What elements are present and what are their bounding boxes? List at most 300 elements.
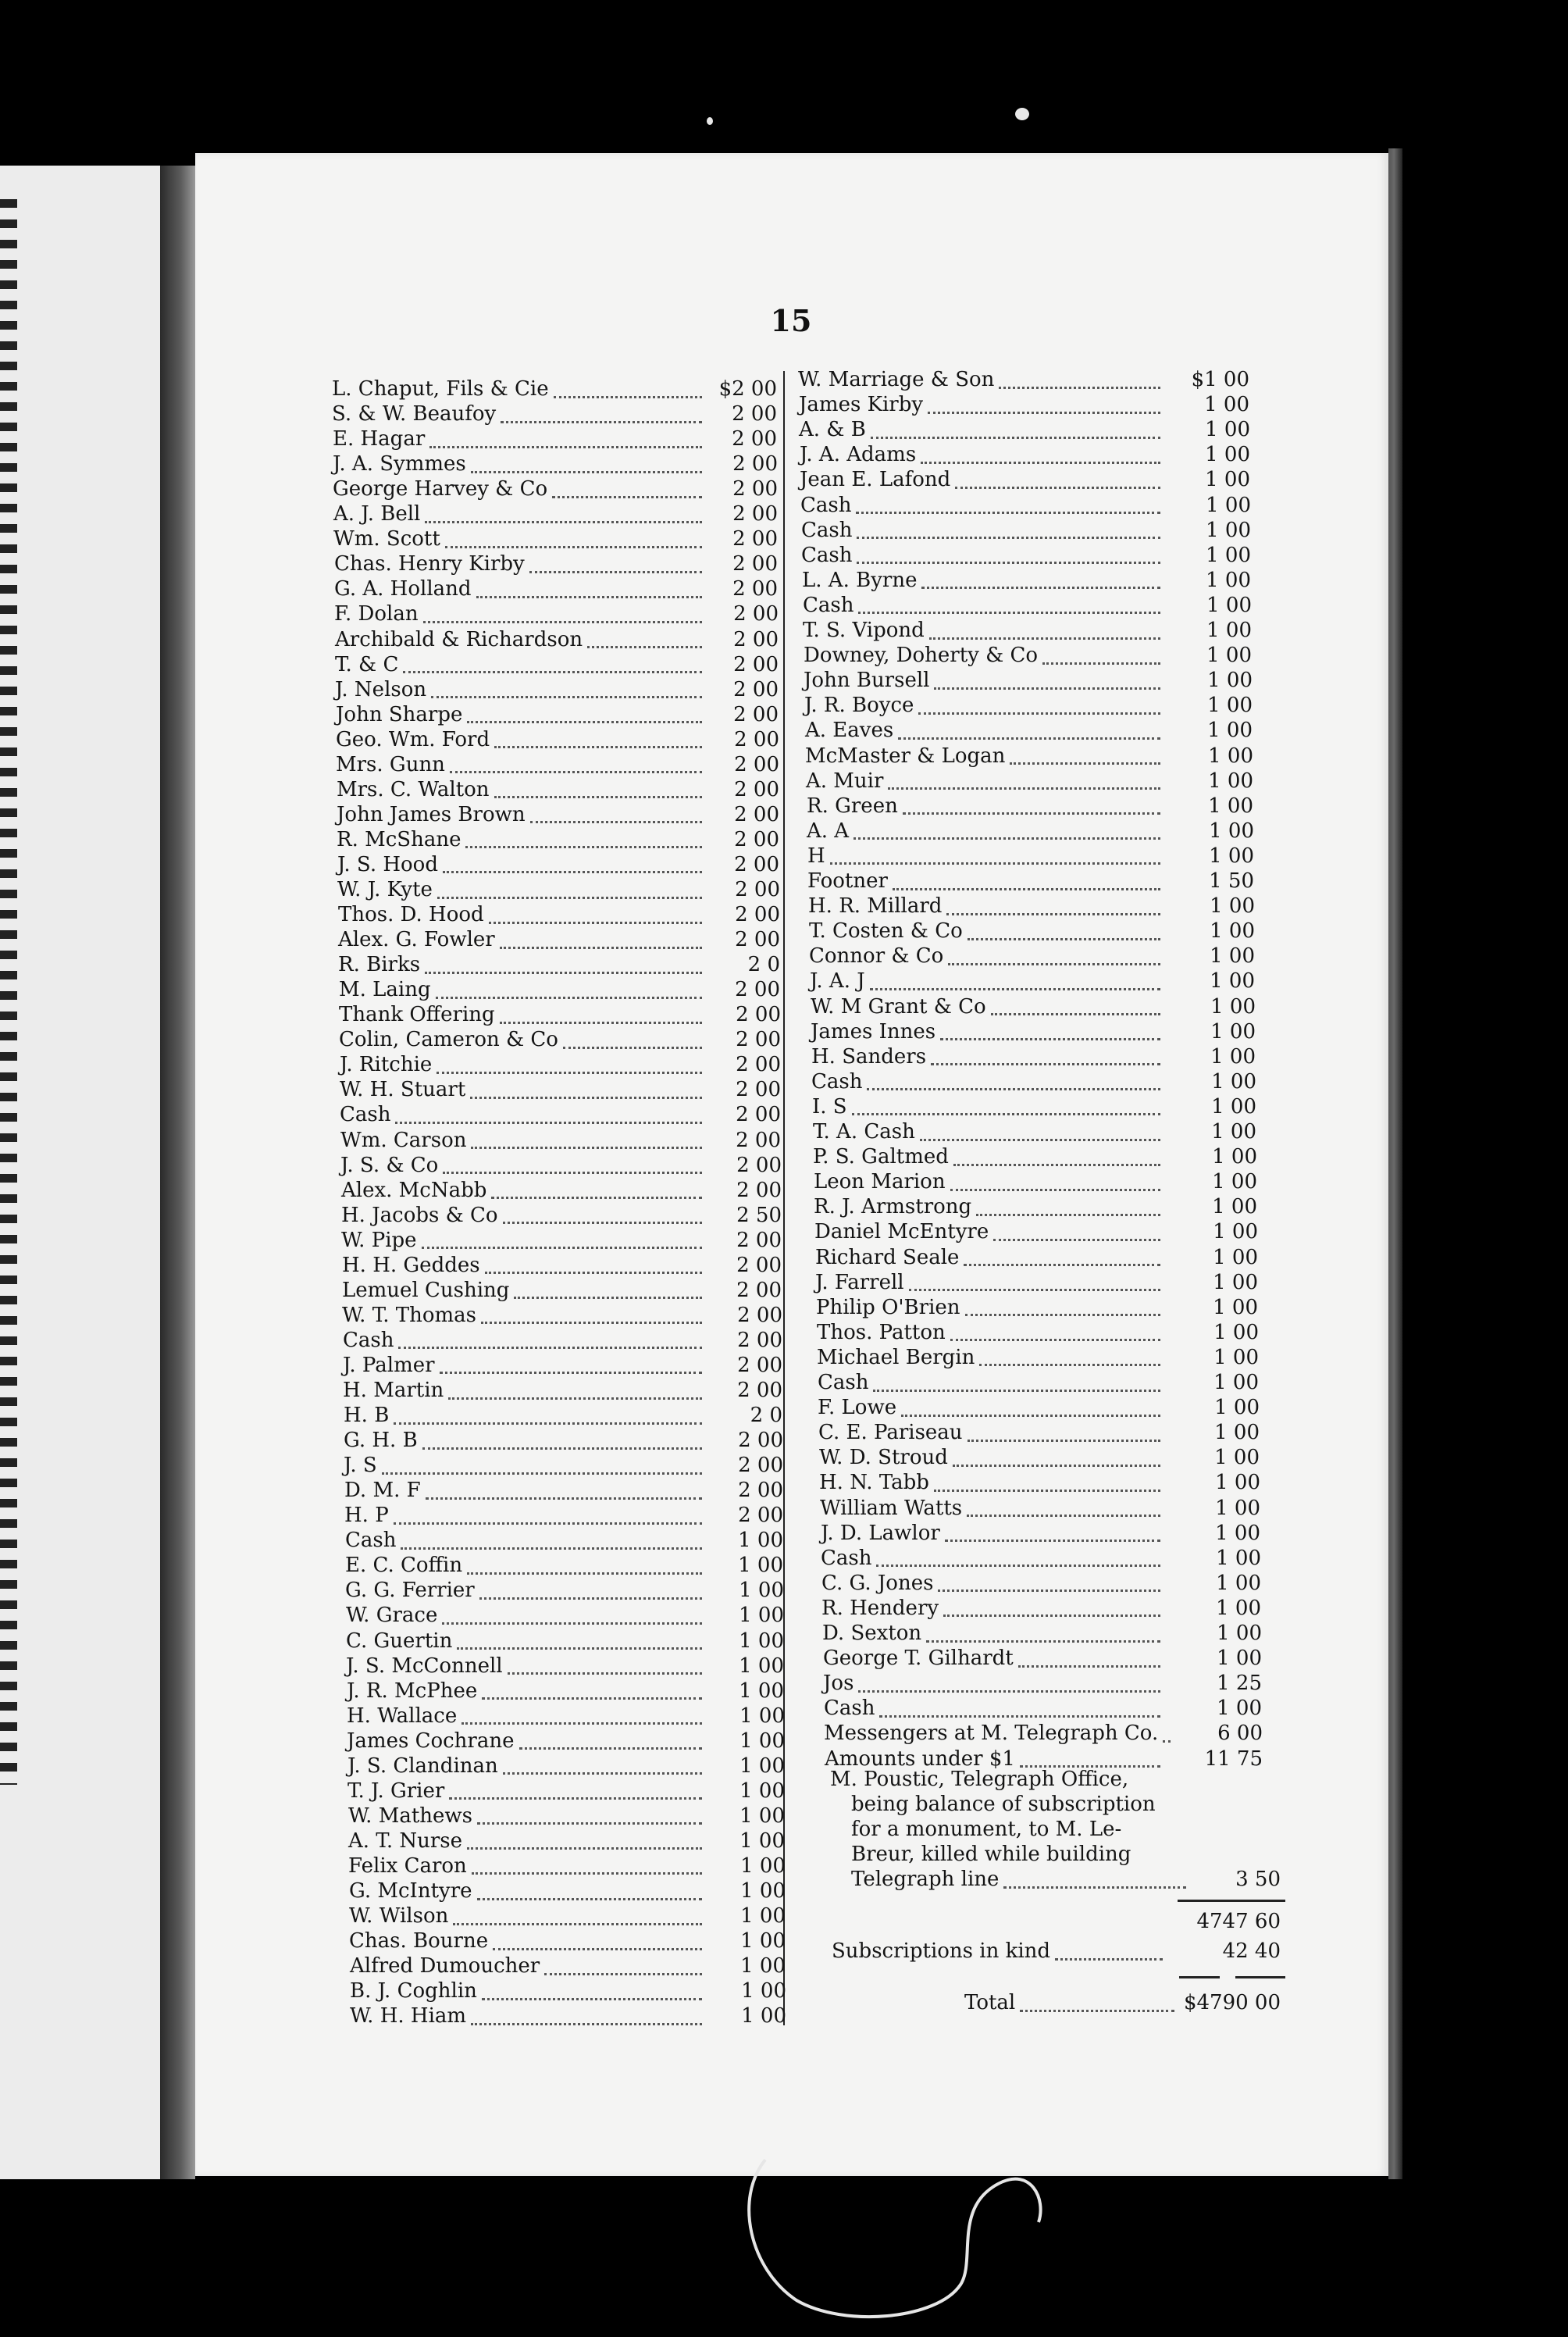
subscription-amount: 1 00	[739, 1804, 785, 1828]
subscription-row	[818, 1420, 1165, 1445]
dot-leader	[457, 1632, 702, 1650]
note-line: Telegraph line	[851, 1868, 1000, 1891]
dot-leader	[503, 1757, 702, 1775]
dot-leader	[443, 1156, 702, 1174]
subscriber-name: T. Costen & Co	[809, 919, 963, 944]
subscriber-name: John James Brown	[337, 802, 526, 826]
subscription-amount: 2 00	[738, 1454, 783, 1478]
subscription-row	[819, 1445, 1165, 1470]
subscription-row	[824, 1721, 1165, 1746]
dot-leader	[445, 530, 702, 548]
subscription-amount: 2 00	[734, 802, 779, 826]
subscriber-name: W. Marriage & Son	[798, 368, 995, 391]
subscription-row	[344, 1478, 707, 1503]
dot-leader	[494, 730, 702, 748]
subscription-amount: 2 00	[736, 1228, 782, 1252]
subscription-row	[350, 1953, 707, 1978]
subscription-amount: 1 00	[1207, 669, 1253, 693]
subscription-row	[824, 1696, 1165, 1721]
subscription-row	[814, 1219, 1165, 1244]
subscription-amount: 1 00	[1216, 1596, 1261, 1620]
subscription-row	[335, 652, 707, 677]
subscription-row	[344, 1403, 707, 1428]
subscription-amount: 2 00	[732, 477, 778, 501]
subscription-row	[341, 1203, 707, 1228]
subscription-row	[346, 1654, 707, 1679]
subscription-row	[819, 1470, 1165, 1495]
subscriber-name: T. S. Vipond	[803, 619, 925, 642]
subscription-amount: 2 00	[732, 452, 778, 476]
dot-leader	[931, 1047, 1160, 1065]
subscription-amount: 2 00	[738, 1504, 783, 1528]
subscriber-name: J. S. McConnell	[346, 1654, 503, 1678]
subscription-amount: $2 00	[718, 377, 777, 401]
dot-leader	[448, 1382, 702, 1400]
dot-leader	[482, 1682, 702, 1700]
subscription-amount: 2 00	[737, 1303, 782, 1327]
subscription-row	[338, 952, 707, 977]
subscription-amount: 1 00	[1217, 1647, 1262, 1671]
dot-leader	[394, 1407, 702, 1425]
subscription-row	[811, 1044, 1165, 1069]
subscription-row	[822, 1621, 1165, 1646]
subscriber-name: Felix Caron	[348, 1854, 467, 1878]
subscriber-name: H. R. Millard	[808, 894, 943, 919]
subscriber-name: W. Mathews	[348, 1804, 473, 1828]
subscription-amount: 2 00	[733, 652, 779, 676]
subscription-row	[810, 969, 1165, 994]
subscription-row	[333, 526, 707, 551]
subscription-amount: 1 00	[1210, 1044, 1256, 1069]
subscription-amount: 1 00	[1208, 769, 1253, 793]
subscriber-name: W. J. Kyte	[337, 878, 433, 901]
subscription-row	[348, 1804, 707, 1829]
dot-leader	[946, 897, 1160, 915]
in-kind-row	[832, 1939, 1167, 1964]
dot-leader	[921, 571, 1160, 589]
dot-leader	[431, 680, 702, 698]
dot-leader	[485, 1256, 702, 1274]
dot-leader	[879, 1700, 1160, 1718]
subscription-row	[812, 1094, 1165, 1119]
dot-leader	[395, 1106, 702, 1124]
dot-leader	[991, 997, 1160, 1015]
subscriber-name: L. A. Byrne	[802, 568, 918, 592]
subscription-amount: 6 00	[1217, 1722, 1263, 1746]
subscription-row	[335, 677, 707, 702]
subscriber-name: S. & W. Beaufoy	[332, 402, 497, 426]
subscription-row	[344, 1503, 707, 1528]
dot-leader	[422, 1231, 702, 1249]
subscription-amount: 2 00	[736, 1053, 781, 1077]
subscription-row	[803, 618, 1165, 643]
subscriber-name: J. A. Adams	[800, 443, 917, 467]
dot-leader	[909, 1273, 1160, 1291]
subscriber-name: J. A. J	[810, 969, 865, 994]
subscription-row	[345, 1578, 707, 1603]
dot-leader	[479, 1582, 702, 1600]
subscription-amount: 2 00	[732, 527, 778, 551]
subscription-amount: 1 00	[1210, 919, 1255, 944]
subscriber-name: J. Palmer	[343, 1353, 435, 1377]
dot-leader	[477, 1807, 702, 1825]
subscription-row	[343, 1353, 707, 1378]
dot-leader	[426, 1482, 702, 1500]
subscriber-name: A. Muir	[806, 769, 884, 793]
subscription-amount: 2 00	[736, 1128, 781, 1152]
subscriber-name: Thank Offering	[339, 1003, 495, 1027]
dot-leader	[471, 455, 702, 473]
dot-leader	[443, 855, 702, 873]
dot-leader	[1042, 647, 1160, 665]
subscriber-name: Michael Bergin	[817, 1345, 975, 1369]
dot-leader	[437, 1056, 702, 1074]
dot-leader	[858, 1675, 1160, 1693]
dot-leader	[494, 780, 702, 798]
subscription-amount: 1 00	[1213, 1320, 1259, 1344]
dot-leader	[453, 1907, 702, 1925]
dot-leader	[530, 805, 702, 823]
subscription-row	[337, 852, 707, 877]
subscriber-name: J. Farrell	[815, 1270, 904, 1294]
dot-leader	[467, 1832, 702, 1850]
subscriber-name: Connor & Co	[809, 944, 944, 969]
dot-leader	[853, 822, 1160, 840]
subscriber-name: Chas. Bourne	[349, 1929, 489, 1953]
subscription-row	[813, 1144, 1165, 1169]
subscription-row	[801, 543, 1165, 568]
dot-leader	[470, 1081, 702, 1099]
subscription-amount: 1 00	[1216, 1546, 1261, 1570]
subscriber-name: E. C. Coffin	[345, 1554, 463, 1578]
subscriber-name: Jean E. Lafond	[800, 468, 951, 492]
subscriber-name: M. Laing	[339, 978, 431, 1002]
subscription-amount: 2 00	[736, 1178, 782, 1202]
total-label: Total	[964, 1991, 1016, 2014]
note-last-line	[851, 1867, 1191, 1892]
subscription-amount: 2 00	[735, 903, 780, 927]
subscription-amount: 1 00	[1206, 543, 1251, 567]
subscription-amount: 2 00	[735, 928, 780, 952]
subscriber-name: Leon Marion	[814, 1170, 946, 1194]
dot-leader	[529, 555, 702, 573]
subscriber-name: James Cochrane	[347, 1729, 515, 1753]
in-kind-label: Subscriptions in kind	[832, 1939, 1051, 1963]
dot-leader	[544, 1957, 702, 1975]
subscription-row	[809, 919, 1165, 944]
subscriber-name: G. G. Ferrier	[345, 1579, 475, 1603]
subscription-row	[338, 927, 707, 952]
subscription-amount: 2 00	[734, 777, 779, 801]
dot-leader	[964, 1248, 1160, 1266]
subscriber-name: R. Hendery	[821, 1596, 939, 1620]
subscription-row	[815, 1245, 1165, 1270]
dot-leader	[440, 1356, 702, 1374]
subtotal-amount: 4747 60	[1196, 1910, 1281, 1933]
dot-leader	[519, 1732, 703, 1750]
subscriber-name: H. Martin	[343, 1379, 444, 1402]
dot-leader	[394, 1507, 702, 1525]
facing-page	[0, 166, 160, 2179]
subscription-row	[804, 668, 1165, 693]
subscription-amount: 1 00	[1213, 1295, 1258, 1319]
dot-leader	[852, 1097, 1160, 1115]
dot-leader	[921, 446, 1160, 464]
subscriber-name: Wm. Scott	[333, 527, 440, 551]
binding-holes	[0, 199, 17, 1785]
subscriber-name: F. Lowe	[818, 1396, 897, 1420]
dot-leader	[481, 1306, 702, 1324]
subscription-row	[347, 1779, 707, 1804]
subscription-row	[333, 476, 707, 501]
subscriber-name: C. Guertin	[346, 1629, 453, 1653]
dot-leader	[1010, 747, 1160, 765]
subscription-amount: 2 00	[733, 627, 779, 651]
subscription-row	[333, 501, 707, 526]
dot-leader	[449, 1782, 702, 1800]
dot-leader	[903, 797, 1160, 815]
note-line: for a monument, to M. Le-	[851, 1818, 1122, 1841]
dot-leader	[401, 1532, 702, 1550]
subscriber-name: James Innes	[811, 1019, 936, 1044]
subscription-row	[337, 877, 707, 902]
subscriber-name: Wm. Carson	[340, 1128, 467, 1152]
subscriber-name: G. H. B	[344, 1429, 418, 1453]
subscription-amount: 2 00	[732, 427, 777, 451]
subscription-row	[338, 902, 707, 927]
subscription-row	[343, 1328, 707, 1353]
subscription-row	[342, 1303, 707, 1328]
dot-leader	[901, 1399, 1160, 1417]
dot-leader	[968, 922, 1160, 940]
subscription-row	[340, 1128, 707, 1153]
subscription-row	[337, 827, 707, 852]
dot-leader	[461, 1707, 702, 1725]
subscription-amount: 1 00	[1205, 468, 1250, 492]
subtotal-rule	[1178, 1900, 1285, 1902]
subscription-amount: 2 00	[736, 1103, 781, 1127]
subscriber-name: W. H. Hiam	[350, 2004, 467, 2028]
subscriber-name: Alex. G. Fowler	[338, 928, 495, 952]
subscription-row	[804, 643, 1165, 668]
subscription-row	[811, 1069, 1165, 1094]
subscription-row	[806, 769, 1165, 794]
dot-leader	[856, 496, 1160, 514]
subscription-row	[332, 376, 707, 401]
subscriber-name: A. Eaves	[805, 719, 894, 743]
subscription-row	[347, 1704, 707, 1729]
subscription-row	[345, 1553, 707, 1578]
subscription-row	[339, 1002, 707, 1027]
dot-leader	[491, 1181, 702, 1199]
dot-leader	[945, 1524, 1160, 1542]
subscription-amount: 1 00	[739, 1679, 784, 1703]
subscription-row	[342, 1253, 707, 1278]
subscriber-name: I. S	[812, 1094, 847, 1119]
dot-leader	[482, 1982, 702, 2000]
dot-leader	[437, 881, 702, 899]
page-number: 15	[770, 303, 812, 338]
dot-leader	[471, 1131, 702, 1149]
subscription-amount: 1 00	[739, 1579, 784, 1603]
subscription-amount: 1 00	[1213, 1245, 1258, 1269]
subscriber-name: W. M Grant & Co	[811, 994, 986, 1019]
subscription-amount: 1 00	[1214, 1446, 1260, 1470]
subscription-amount: 1 00	[740, 1954, 786, 1978]
subscriber-name: H. B	[344, 1404, 390, 1428]
subscriber-name: Footner	[807, 869, 888, 893]
subscription-amount: 1 00	[1206, 619, 1252, 642]
dot-leader	[873, 1374, 1160, 1392]
subscription-amount: 1 00	[1213, 1345, 1259, 1369]
subscription-row	[804, 693, 1165, 718]
dot-leader	[976, 1198, 1160, 1216]
subscriber-name: J. S	[344, 1454, 377, 1478]
dot-leader	[503, 1206, 702, 1224]
subscription-amount: 1 00	[1215, 1496, 1260, 1520]
subscription-row	[821, 1596, 1165, 1621]
subscription-amount: 1 00	[740, 1854, 786, 1878]
subscription-amount: 1 00	[739, 1654, 784, 1678]
subscriber-name: Cash	[801, 518, 853, 542]
subscription-amount: 1 00	[1213, 1270, 1258, 1294]
subscription-amount: 1 00	[1217, 1697, 1262, 1721]
subscription-amount: 1 00	[739, 1729, 785, 1753]
subscriber-name: Archibald & Richardson	[335, 627, 583, 651]
subscription-row	[334, 576, 707, 601]
dot-leader	[500, 931, 702, 949]
subscription-row	[340, 1052, 707, 1077]
subscriber-name: John Bursell	[804, 669, 930, 693]
subscriber-name: R. Birks	[338, 953, 421, 977]
subscription-amount: 2 00	[734, 852, 779, 876]
dot-leader	[830, 847, 1160, 865]
subscription-row	[821, 1521, 1165, 1546]
subscription-amount: 1 00	[1210, 944, 1255, 969]
subscription-amount: 2 00	[733, 602, 779, 626]
note-amount: 3 50	[1235, 1868, 1281, 1891]
subscription-amount: 2 00	[736, 1078, 781, 1102]
dot-leader	[398, 1331, 702, 1349]
subscription-row	[337, 802, 707, 827]
dot-leader	[968, 1424, 1160, 1442]
dot-leader	[554, 380, 702, 398]
subscription-row	[805, 744, 1165, 769]
subscriber-name: P. S. Galtmed	[813, 1145, 949, 1169]
subscription-amount: 1 00	[1210, 894, 1255, 919]
subscriber-name: Cash	[801, 543, 853, 567]
dot-leader	[465, 830, 702, 848]
subscription-row	[349, 1903, 707, 1928]
subscriber-name: W. H. Stuart	[340, 1078, 466, 1102]
subscription-row	[336, 752, 707, 777]
subscriber-name: Cash	[821, 1546, 872, 1570]
subscriber-name: G. A. Holland	[334, 577, 472, 601]
dot-leader	[876, 1549, 1160, 1567]
dot-leader	[429, 430, 702, 448]
subscription-row	[818, 1395, 1165, 1420]
dot-leader	[938, 1574, 1160, 1592]
subscription-amount: 2 00	[736, 1278, 782, 1302]
subscription-row	[800, 467, 1165, 492]
subscription-row	[347, 1679, 707, 1704]
dot-leader	[489, 906, 702, 924]
dot-leader	[508, 1657, 702, 1675]
subscription-amount: 1 00	[1206, 568, 1251, 592]
subscription-amount: 1 00	[739, 1629, 784, 1653]
dot-leader	[472, 1857, 702, 1875]
subscriber-name: Mrs. C. Walton	[337, 777, 490, 801]
subscription-amount: 2 00	[735, 978, 780, 1002]
note-line: Breur, killed while building	[851, 1843, 1131, 1866]
subscription-row	[340, 1102, 707, 1127]
dot-leader	[950, 1173, 1160, 1191]
subscriber-name: H	[807, 844, 825, 868]
subscription-row	[336, 702, 707, 727]
subscriber-name: Cash	[803, 593, 854, 617]
subscription-row	[340, 1077, 707, 1102]
subscription-amount: 1 00	[1207, 719, 1253, 743]
subscription-amount: 2 00	[733, 702, 779, 726]
dot-leader	[477, 1882, 702, 1900]
stray-thread	[703, 2152, 1140, 2332]
subscription-amount: 2 00	[737, 1353, 782, 1377]
dot-leader	[1163, 1725, 1171, 1743]
subscription-amount: 1 00	[1208, 794, 1253, 818]
subscriber-name: John Sharpe	[336, 702, 463, 726]
dot-leader	[857, 521, 1160, 539]
subscription-amount: 1 00	[1206, 493, 1251, 517]
subscription-amount: 2 00	[732, 577, 778, 601]
subscription-amount: 2 00	[738, 1479, 783, 1503]
subscriber-name: Cash	[345, 1529, 397, 1553]
subscription-row	[798, 367, 1165, 392]
subscription-amount: 1 00	[1210, 1019, 1256, 1044]
subscriber-name: Alex. McNabb	[341, 1178, 487, 1202]
dot-leader	[1003, 1871, 1186, 1889]
subscription-amount: 2 00	[732, 402, 777, 426]
subscriber-name: Thos. Patton	[817, 1320, 946, 1344]
subscriber-name: George Harvey & Co	[333, 477, 548, 501]
dot-leader	[893, 872, 1160, 890]
subscriber-name: James Kirby	[799, 393, 924, 417]
subscriber-name: William Watts	[820, 1496, 963, 1520]
subscriber-name: J. A. Symmes	[333, 452, 466, 476]
subscription-row	[333, 426, 707, 451]
subscription-amount: 1 00	[1213, 1371, 1259, 1394]
subscriber-name: Cash	[811, 1069, 863, 1094]
subscription-row	[341, 1178, 707, 1203]
subscription-row	[800, 493, 1165, 518]
subscriber-name: H. P	[344, 1504, 389, 1528]
subscription-row	[817, 1320, 1165, 1345]
dot-leader	[888, 772, 1160, 790]
subscription-amount: 1 00	[738, 1529, 783, 1553]
dot-leader	[940, 1022, 1160, 1040]
subscriber-name: Lemuel Cushing	[342, 1278, 510, 1302]
subscription-row	[334, 551, 707, 576]
dot-leader	[898, 722, 1160, 740]
dot-leader	[967, 1499, 1160, 1517]
dot-leader	[514, 1281, 702, 1299]
dot-leader	[1055, 1943, 1163, 1961]
subscriber-name: Cash	[340, 1103, 391, 1127]
subscriber-name: Philip O'Brien	[816, 1295, 960, 1319]
subscription-amount: 2 50	[736, 1203, 782, 1227]
subscription-row	[342, 1278, 707, 1303]
subscription-amount: 1 00	[1210, 994, 1256, 1019]
dot-leader	[920, 1123, 1160, 1141]
